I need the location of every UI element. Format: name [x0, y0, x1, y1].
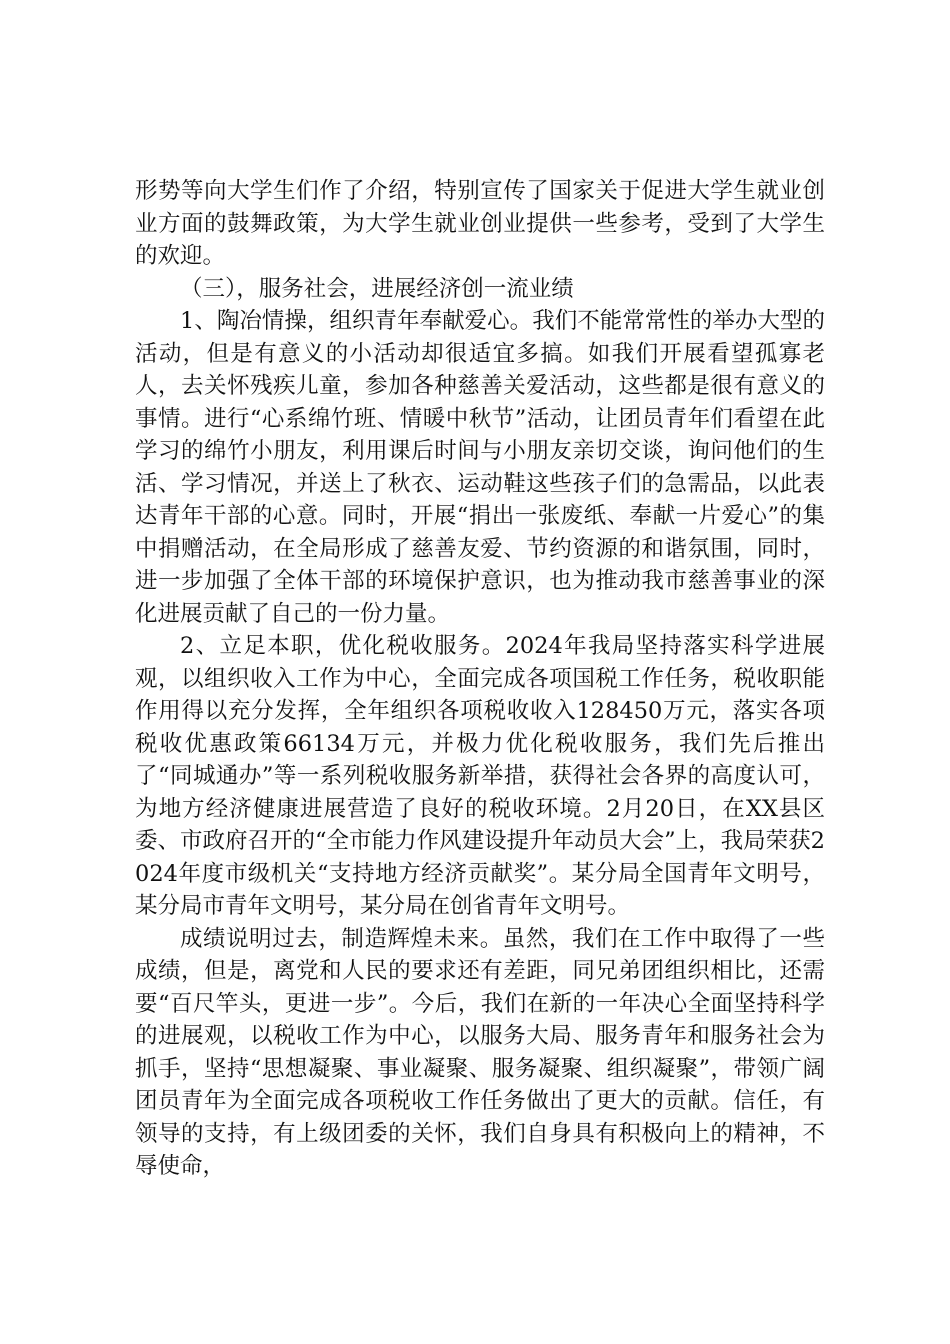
paragraph-1: 形势等向大学生们作了介绍，特别宣传了国家关于促进大学生就业创业方面的鼓舞政策，为大学生就业创业提供一些参考，受到了大学生的欢迎。	[135, 178, 825, 269]
section-heading: （三），服务社会，进展经济创一流业绩	[180, 275, 574, 302]
document-body	[135, 175, 825, 1183]
paragraph-charity-activities: 1、陶冶情操，组织青年奉献爱心。我们不能常常性的举办大型的活动，但是有意义的小活动却很适宜多搞。如我们开展看望孤寡老人，去关怀残疾儿童，参加各种慈善关爱活动，这些都是很有意义的事情。进行“心系绵竹班、情暖中秋节”活动，让团员青年们看望在此学习的绵竹小朋友，利用课后时间与小朋友亲切交谈，询问他们的生活、学习情况，并送上了秋衣、运动鞋这些孩子们的急需品，以此表达青年干部的心意。同时，开展“捐出一张废纸、奉献一片爱心”的集中捐赠活动，在全局形成了慈善友爱、节约资源的和谐氛围，同时，进一步加强了全体干部的环境保护意识，也为推动我市慈善事业的深化进展贡献了自己的一份力量。	[135, 308, 825, 627]
paragraph-conclusion: 成绩说明过去，制造辉煌未来。虽然，我们在工作中取得了一些成绩，但是，离党和人民的要求还有差距，同兄弟团组织相比，还需要“百尺竿头，更进一步”。今后，我们在新的一年决心全面坚持科学的进展观，以税收工作为中心，以服务大局、服务青年和服务社会为抓手，坚持“思想凝聚、事业凝聚、服务凝聚、组织凝聚”，带领广阔团员青年为全面完成各项税收工作任务做出了更大的贡献。信任，有领导的支持，有上级团委的关怀，我们自身具有积极向上的精神，不辱使命，	[135, 925, 825, 1179]
paragraph-tax-service: 2、立足本职，优化税收服务。2024年我局坚持落实科学进展观，以组织收入工作为中心，全面完成各项国税工作任务，税收职能作用得以充分发挥，全年组织各项税收收入128450万元，落实各项税收优惠政策66134万元，并极力优化税收服务，我们先后推出了“同城通办”等一系列税收服务新举措，获得社会各界的高度认可，为地方经济健康进展营造了良好的税收环境。2月20日，在XX县区委、市政府召开的“全市能力作风建设提升年动员大会”上，我局荣获2024年度市级机关“支持地方经济贡献奖”。某分局全国青年文明号，某分局市青年文明号，某分局在创省青年文明号。	[135, 633, 825, 919]
